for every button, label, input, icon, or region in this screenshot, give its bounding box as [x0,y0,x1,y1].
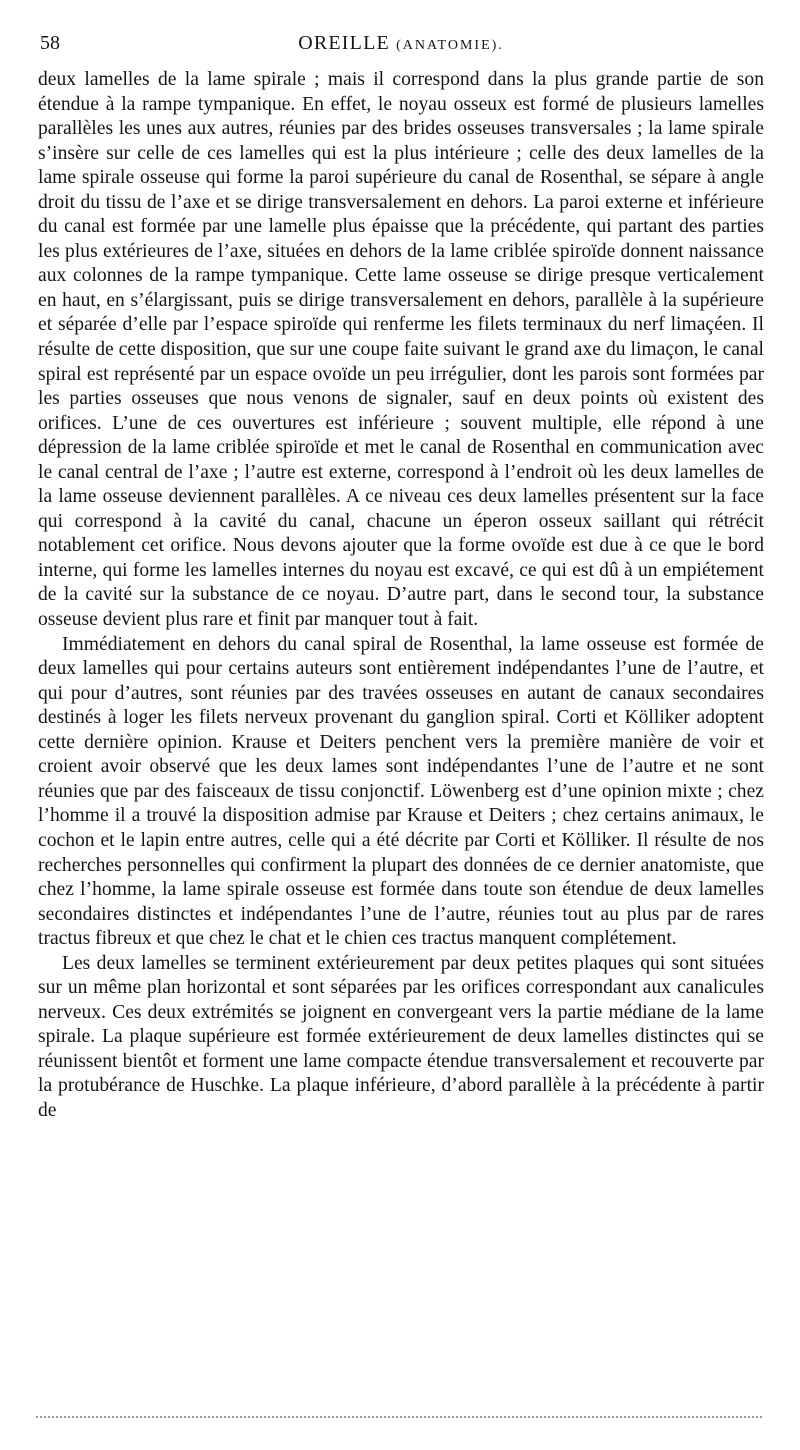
page-number: 58 [40,32,60,54]
running-title-main: OREILLE [298,32,390,54]
body-text [38,68,764,1124]
running-title [38,30,764,59]
paragraph-1: deux lamelles de la lame spirale ; mais il correspond dans la plus grande partie de son étendue à la rampe tympanique. En effet, le noyau osseux est formé de plusieurs lamelles parallèles les unes aux autres, réunies par des brides osseuses transversales ; la lame spirale s’insère sur celle de ces lamelles qui est la plus intérieure ; celle des deux lamelles de la lame spirale osseuse qui forme la paroi supérieure du canal de Rosenthal, se sépare à angle droit du tissu de l’axe et se dirige transversalement en dehors. La paroi externe et inférieure du canal est formée par une lamelle plus épaisse que la précédente, qui partant des parties les plus extérieures de l’axe, situées en dehors de la lame criblée spiroïde donnent naissance aux colonnes de la rampe tympanique. Cette lame osseuse se dirige presque verticalement en haut, en s’élargissant, puis se dirige transversalement en dehors, parallèle à la supérieure et séparée d’elle par l’espace spiroïde qui renferme les filets terminaux du nerf limaçéen. Il résulte de cette disposition, que sur une coupe faite suivant le grand axe du limaçon, le canal spiral est représenté par un espace ovoïde un peu irrégulier, dont les parois sont formées par les parties osseuses que nous venons de signaler, sauf en deux points où existent des orifices. L’une de ces ouvertures est inférieure ; souvent multiple, elle répond à une dépression de la lame criblée spiroïde et met le canal de Rosenthal en communication avec le canal central de l’axe ; l’autre est externe, correspond à l’endroit où les deux lamelles de la lame osseuse deviennent parallèles. A ce niveau ces deux lamelles présentent sur la face qui correspond à la cavité du canal, chacune un éperon osseux saillant qui rétrécit notablement cet orifice. Nous devons ajouter que la forme ovoïde est due à ce que le bord interne, qui forme les lamelles internes du noyau est excavé, ce qui est dû à un empiétement de la cavité sur la substance de ce noyau. D’autre part, dans le second tour, la substance osseuse devient plus rare et finit par manquer tout à fait. [38,69,764,631]
paragraph-2: Immédiatement en dehors du canal spiral de Rosenthal, la lame osseuse est formée de deux lamelles qui pour certains auteurs sont entièrement indépendantes l’une de l’autre, et qui pour d’autres, sont réunies par des travées osseuses en autant de canaux secondaires destinés à loger les filets nerveux provenant du ganglion spiral. Corti et Kölliker adoptent cette dernière opinion. Krause et Deiters penchent vers la première manière de voir et croient avoir observé que les deux lames sont indépendantes l’une de l’autre et ne sont réunies que par des faisceaux de tissu conjonctif. Löwenberg est d’une opinion mixte ; chez l’homme il a trouvé la disposition admise par Krause et Deiters ; chez certains animaux, le cochon et le lapin entre autres, celle qui a été décrite par Corti et Kölliker. Il résulte de nos recherches personnelles qui confirment la plupart des données de ce dernier anatomiste, que chez l’homme, la lame spirale osseuse est formée dans toute son étendue de deux lamelles secondaires distinctes et indépendantes l’une de l’autre, réunies tout au plus par de rares tractus fibreux et que chez le chat et le chien ces tractus manquent complétement. [38,633,764,950]
running-title-sub: (ANATOMIE). [396,38,504,53]
page-header [38,30,764,56]
footer-rule [36,1416,762,1418]
paragraph-3: Les deux lamelles se terminent extérieurement par deux petites plaques qui sont situées sur un même plan horizontal et sont séparées par les orifices correspondant aux canalicules nerveux. Ces deux extrémités se joignent en convergeant vers la partie médiane de la lame spirale. La plaque supérieure est formée extérieurement de deux lamelles distinctes qui se réunissent bientôt et forment une lame compacte étendue transversalement et recouverte par la protubérance de Huschke. La plaque inférieure, d’abord parallèle à la précédente à partir de [38,952,764,1121]
